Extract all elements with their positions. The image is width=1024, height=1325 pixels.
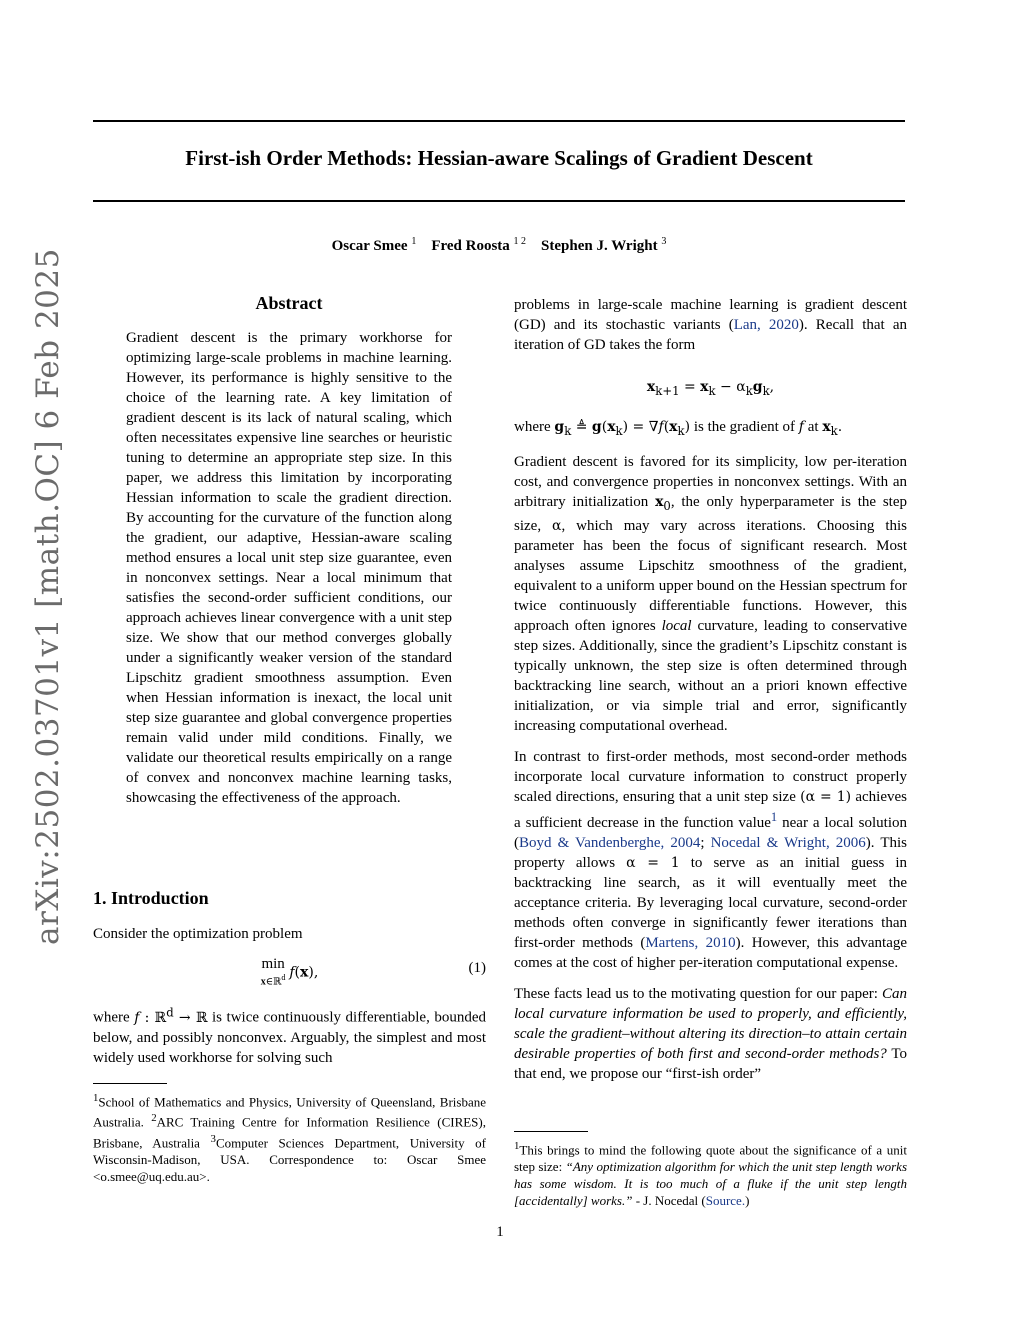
author-name: Stephen J. Wright [541,238,658,254]
paper-title: First-ish Order Methods: Hessian-aware Scalings of Gradient Descent [185,146,813,170]
min-operator: min x∈ℝ$^d$ [260,956,286,988]
citation-link[interactable]: Nocedal & Wright, 2006 [710,834,866,851]
citation-link[interactable]: Martens, 2010 [645,934,736,951]
paragraph: where f : ℝ$^d$ → ℝ is twice continuously differentiable, bounded below, and possibly nonconvex. Arguably, the simplest and most widely used workhorse for solving such [93,1005,487,1066]
paragraph: where $g_k$ ≜ $g(x_k) = \nabla f(x_k)$ is the gradient of f at $x_k$. [514,419,843,438]
paragraph: Gradient descent is favored for its simplicity, low per-iteration cost, and convergence properties in nonconvex settings. With an arbitrary initialization $x_0$, the only hyperparameter is the step size, α, which may vary across iterations. Choosing this parameter has been the focus of significant research. Most analyses assume Lipschitz smoothness of the gradient, equivalent to a uniform upper bound on the Hessian spectrum for twice continuously differentiable functions. However, this approach often ignores local curvature, leading to conservative step sizes. Additionally, since the gradient’s Lipschitz constant is typically unknown, the step size is often determined through backtracking line search, without an a priori known effective initialization, or via simple trial and error, significantly increasing computational overhead. [514,453,908,734]
paragraph: In contrast to first-order methods, most second-order methods incorporate local curvature information to construct properly scaled directions, ensuring that a unit step size (α = 1) achieves a sufficient decrease in the function value$^1$ near a local solution (Boyd & Vandenberghe, 2004; Nocedal & Wright, 2006). This property allows α = 1 to serve as an initial guess in backtracking line search, as it will eventually meet the acceptance criteria. By leveraging local curvature, second-order methods often converge in significantly fewer iterations than first-order methods (Martens, 2010). However, this advantage comes at the cost of higher per-iteration computational expense. [514,748,908,971]
footnote-quote [514,1125,907,1209]
section-heading: 1. Introduction [93,888,209,908]
title-top-rule [93,120,905,122]
left-column-body [93,924,486,1068]
footnote-rule [93,1083,167,1084]
footnote-text: $^1$This brings to mind the following quote about the significance of a unit step size: “Any optimization algorithm for which the unit step length works has some wisdom. It is too much of a fluke if the unit step length [accidentally] works.” - J. Nocedal (Source.) [514,1140,908,1209]
equation-1 [93,944,486,1002]
footnote-marker[interactable]: 1 [770,809,778,824]
abstract-text: Gradient descent is the primary workhorse for optimizing large-scale problems in machine learning. However, its performance is highly sensitive to the choice of the learning rate. A key limitation of gradient descent is its lack of natural scaling, which often necessitates expensive line searches or heuristic tuning to determine an appropriate step size. In this paper, we address this limitation by incorporating Hessian information to scale the gradient direction. By accounting for the curvature of the function along the gradient, our adaptive, Hessian-aware scaling method ensures a local unit step size guarantee, even in nonconvex settings. Near a local minimum that satisfies the second-order sufficient conditions, our approach achieves linear convergence with a unit step size. We show that our method converges globally under a significantly weaker version of the standard Lipschitz gradient smoothness assumption. Even when Hessian information is inexact, the local unit step size guarantee and global convergence properties remain valid under mild conditions. Finally, we validate our theoretical results empirically on a range of convex and nonconvex machine learning tasks, showcasing the effectiveness of the approach. [126,330,452,806]
citation-link[interactable]: Boyd & Vandenberghe, 2004 [519,834,701,851]
page-number: 1 [496,1224,504,1240]
right-column-body [514,295,907,1084]
equation-body: $x_{k+1} = x_k - \alpha_kg_k$, [646,379,775,398]
arxiv-watermark: arXiv:2502.03701v1 [math.OC] 6 Feb 2025 [30,248,66,945]
citation-link[interactable]: Lan, 2020 [733,317,799,333]
author-name: Oscar Smee [331,238,408,254]
footnote-affiliations [93,1077,486,1185]
abstract-heading: Abstract [255,293,323,313]
author-name: Fred Roosta [431,238,510,254]
equation-body: min x∈ℝ$^d$ f(x), [260,956,319,988]
paragraph: These facts lead us to the motivating question for our paper: Can local curvature information be used to properly, and efficiently, scale the gradient–without altering its direction–to attain certain desirable properties of both first and second-order methods? To that end, we propose our “first-ish order” [514,985,908,1082]
source-link[interactable]: Source. [705,1193,746,1209]
title-bottom-rule [93,200,905,202]
paragraph: problems in large-scale machine learning is gradient descent (GD) and its stochastic variants (Lan, 2020). Recall that an iteration of GD takes the form [514,297,907,353]
author-affiliation: 1 [411,236,417,247]
footnote-rule [514,1131,588,1132]
author-affiliation: 1 2 [513,236,527,247]
author-affiliation: 3 [661,236,667,247]
equation-number: (1) [468,960,486,976]
author-list [93,236,905,255]
footnote-text: $^1$School of Mathematics and Physics, University of Queensland, Brisbane Australia. $^2$ARC Training Centre for Information Resilience (CIRES), Brisbane, Australia $^3$Computer Sciences Department, University of Wisconsin-Madison, USA. Correspondence to: Oscar Smee <o.smee@uq.edu.au>. [93,1092,486,1184]
gd-iteration-equation [514,355,907,417]
paragraph: Consider the optimization problem [93,926,303,942]
